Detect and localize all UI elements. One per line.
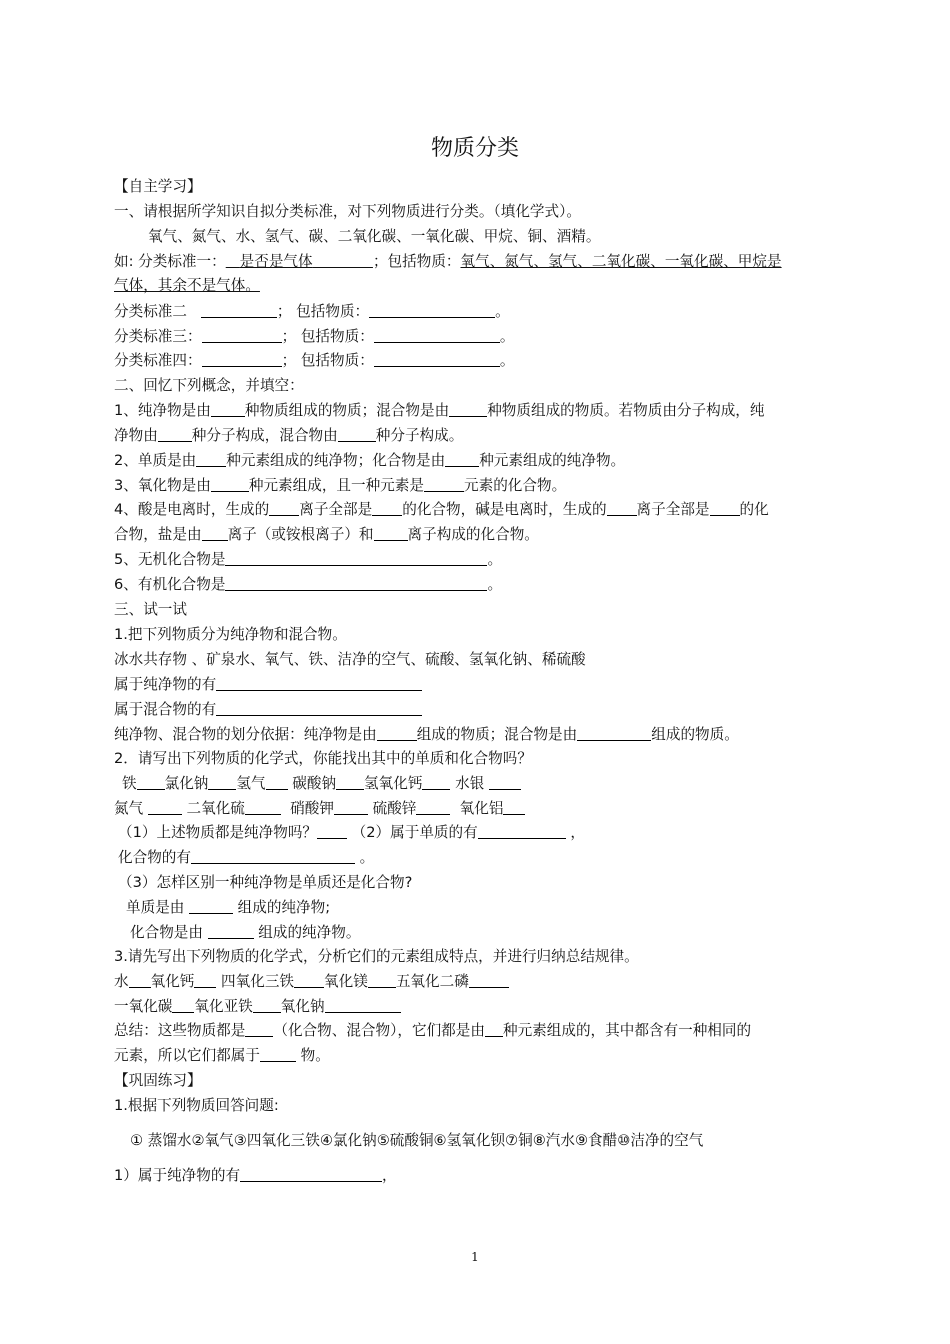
concept-4-line: 4、酸是电离时，生成的 离子全部是 的化合物，碱是电离时，生成的 离子全部是 的化: [114, 501, 769, 518]
concept-5-line: 5、无机化合物是 。: [114, 551, 503, 568]
q1-heading: 1.把下列物质分为纯净物和混合物。: [114, 626, 347, 643]
example-line: 如: 分类标准一： 是否是气体 ；包括物质：氧气、氮气、氢气、二氧化碳、一氧化碳、甲烷是: [114, 253, 782, 270]
blank[interactable]: [449, 401, 487, 417]
blank[interactable]: [294, 972, 324, 988]
example-standard: 是否是气体: [239, 253, 313, 270]
q2-part-3-line: （3）怎样区别一种纯净物是单质还是化合物?: [118, 874, 413, 891]
standard-3-field[interactable]: [202, 327, 282, 343]
concept-1-line: 1、纯净物是由 种物质组成的物质；混合物是由 种物质组成的物质。若物质由分子构成，纯: [114, 402, 765, 419]
blank[interactable]: [269, 500, 299, 516]
blank[interactable]: [211, 476, 249, 492]
blank[interactable]: [368, 972, 396, 988]
q1-substance-list: 冰水共存物 、矿泉水、氧气、铁、洁净的空气、硫酸、氢氧化钠、稀硫酸: [114, 651, 586, 668]
blank[interactable]: [325, 997, 401, 1013]
blank[interactable]: [208, 774, 236, 790]
blank[interactable]: [253, 997, 281, 1013]
concept-1-line-cont: 净物由 种分子构成，混合物由 种分子构成。: [114, 427, 464, 444]
practice-q1-heading: 1.根据下列物质回答问题:: [114, 1097, 279, 1114]
q2-part-1-line: （1）上述物质都是纯净物吗？ （2）属于单质的有 ，: [118, 824, 585, 841]
standard-3-substances-field[interactable]: [374, 327, 500, 343]
blank[interactable]: [211, 401, 245, 417]
blank[interactable]: [445, 451, 479, 467]
substance-list: 氧气、氮气、水、氢气、碳、二氧化碳、一氧化碳、甲烷、铜、酒精。: [148, 228, 601, 245]
q3-heading: 3.请先写出下列物质的化学式，分析它们的元素组成特点，并进行归纳总结规律。: [114, 948, 639, 965]
standard-2-field[interactable]: [201, 302, 277, 318]
blank[interactable]: [216, 700, 422, 716]
q2-row-2: 氮气 二氧化硫 硝酸钾 硫酸锌 氧化铝: [114, 799, 525, 819]
standard-2-substances-field[interactable]: [369, 302, 495, 318]
concept-2-line: 2、单质是由 种元素组成的纯净物；化合物是由 种元素组成的纯净物。: [114, 452, 626, 469]
blank[interactable]: [577, 725, 651, 741]
blank[interactable]: [338, 426, 376, 442]
blank[interactable]: [245, 1021, 273, 1037]
blank[interactable]: [377, 725, 417, 741]
section-practice: 【巩固练习】: [114, 1072, 202, 1089]
blank[interactable]: [422, 774, 450, 790]
example-substances: 氧气、氮气、氢气、二氧化碳、一氧化碳、甲烷是: [460, 253, 782, 270]
document-title: 物质分类: [430, 136, 519, 161]
q2-element-line: 单质是由 组成的纯净物;: [126, 899, 331, 916]
blank[interactable]: [196, 451, 226, 467]
concept-6-line: 6、有机化合物是 。: [114, 576, 503, 593]
practice-answer-1-line: 1）属于纯净物的有 ，: [114, 1167, 397, 1184]
blank[interactable]: [416, 799, 450, 815]
blank[interactable]: [710, 500, 740, 516]
blank[interactable]: [336, 774, 364, 790]
blank[interactable]: [194, 972, 216, 988]
q2-compound-line: 化合物是由 组成的纯净物。: [130, 924, 361, 941]
blank[interactable]: [148, 799, 182, 815]
section-self-study: 【自主学习】: [114, 178, 202, 195]
blank[interactable]: [485, 1021, 503, 1037]
q1-basis-line: 纯净物、混合物的划分依据：纯净物是由 组成的物质；混合物是由 组成的物质。: [114, 726, 739, 743]
page-number: 1: [471, 1250, 479, 1264]
blank[interactable]: [225, 550, 487, 566]
blank[interactable]: [260, 1046, 296, 1062]
blank[interactable]: [317, 823, 347, 839]
q1-mixture-line: 属于混合物的有: [114, 700, 422, 720]
blank[interactable]: [503, 799, 525, 815]
blank[interactable]: [137, 774, 165, 790]
blank[interactable]: [372, 500, 402, 516]
example-line-cont: 气体，其余不是气体。: [114, 277, 260, 294]
blank[interactable]: [172, 997, 194, 1013]
q3-summary-line: 总结：这些物质都是 （化合物、混合物），它们都是由 种元素组成的，其中都含有一种相同的: [114, 1022, 752, 1039]
blank[interactable]: [334, 799, 368, 815]
blank[interactable]: [208, 923, 254, 939]
section-2-heading: 二、回忆下列概念，并填空：: [114, 377, 304, 394]
blank[interactable]: [374, 525, 408, 541]
standard-4-substances-field[interactable]: [374, 351, 500, 367]
blank[interactable]: [129, 972, 151, 988]
standard-3-line: 分类标准三： ； 包括物质： 。: [114, 328, 515, 345]
blank[interactable]: [266, 774, 288, 790]
blank[interactable]: [158, 426, 192, 442]
blank[interactable]: [489, 774, 521, 790]
standard-4-line: 分类标准四： ； 包括物质： 。: [114, 352, 515, 369]
q3-row-2: 一氧化碳 氧化亚铁 氧化钠: [114, 997, 401, 1017]
blank[interactable]: [240, 1166, 382, 1182]
practice-substance-list: ① 蒸馏水②氧气③四氧化三铁④氯化钠⑤硫酸铜⑥氢氧化钡⑦铜⑧汽水⑨食醋⑩洁净的空气: [130, 1132, 704, 1149]
q3-summary-line-cont: 元素，所以它们都属于 物。: [114, 1047, 330, 1064]
blank[interactable]: [245, 799, 281, 815]
blank[interactable]: [478, 823, 566, 839]
blank[interactable]: [469, 972, 509, 988]
blank[interactable]: [225, 575, 487, 591]
standard-2-line: 分类标准二 ； 包括物质： 。: [114, 303, 510, 320]
section-1-heading: 一、请根据所学知识自拟分类标准，对下列物质进行分类。（填化学式）。: [114, 203, 581, 220]
q3-row-1: 水 氧化钙 四氧化三铁 氧化镁 五氧化二磷: [114, 972, 509, 992]
blank[interactable]: [216, 675, 422, 691]
section-3-heading: 三、试一试: [114, 601, 187, 618]
blank[interactable]: [607, 500, 637, 516]
q2-row-1: 铁 氯化钠 氢气 碳酸钠 氢氧化钙 水银: [122, 774, 521, 794]
q2-heading: 2．请写出下列物质的化学式，你能找出其中的单质和化合物吗？: [114, 750, 532, 767]
blank[interactable]: [424, 476, 464, 492]
blank[interactable]: [202, 525, 228, 541]
blank[interactable]: [189, 898, 233, 914]
standard-4-field[interactable]: [202, 351, 282, 367]
q2-part-2-line: 化合物的有 。: [118, 849, 375, 866]
q1-pure-line: 属于纯净物的有: [114, 675, 422, 695]
blank[interactable]: [191, 848, 355, 864]
concept-3-line: 3、氧化物是由 种元素组成，且一种元素是 元素的化合物。: [114, 477, 567, 494]
concept-4-line-cont: 合物，盐是由 离子（或铵根离子）和 离子构成的化合物。: [114, 526, 539, 543]
